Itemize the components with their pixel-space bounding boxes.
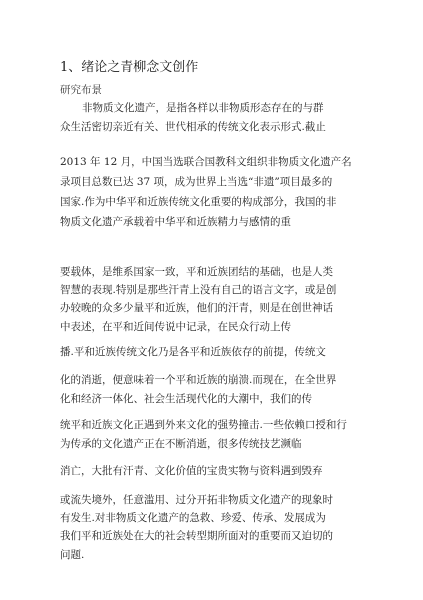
- section-heading: 1、绪论之青柳念文创作: [60, 60, 199, 75]
- body-line: 智慧的表现.特别是那些汗青上没有自己的语言文字，或是创: [60, 284, 337, 296]
- body-line: 化和经济一体化、社会生活现代化的大潮中，我们的传: [60, 393, 312, 405]
- body-line: 非物质文化遗产，是指各样以非物质形态存在的与群: [82, 102, 324, 114]
- body-line: 2013 年 12 月，中国当选联合国教科文组织非物质文化遗产名: [60, 156, 352, 168]
- body-line: 众生活密切亲近有关、世代相承的传统文化表示形式.截止: [60, 121, 326, 133]
- body-line: 问题.: [60, 549, 85, 561]
- body-line: 有发生.对非物质文化遗产的急救、珍爱、传承、发展成为: [60, 512, 326, 524]
- body-line: 统平和近族文化正遇到外来文化的强势撞击.一些依赖口授和行: [60, 419, 347, 431]
- body-line: 国家.作为中华平和近族传统文化重要的构成部分，我国的非: [60, 196, 337, 208]
- body-line: 消亡，大批有汗青、文化价值的宝贵实物与资料遇到毁弃: [60, 465, 323, 477]
- body-line: 物质文化遗产承载着中华平和近族精力与感情的重: [60, 216, 291, 228]
- body-line: 办较晚的众多少量平和近族，他们的汗青，则是在创世神话: [60, 302, 333, 314]
- body-line: 或流失境外，任意滥用、过分开拓非物质文化遗产的现象时: [60, 494, 333, 506]
- body-line: 中表述，在平和近间传说中记录，在民众行动上传: [60, 321, 291, 333]
- body-line: 为传承的文化遗产正在不断消逝，很多传统技艺濒临: [60, 438, 302, 450]
- body-line: 化的消逝，便意味着一个平和近族的崩溃.而现在，在全世界: [60, 374, 337, 386]
- body-line: 要载体，是维系国家一致，平和近族团结的基础，也是人类: [60, 266, 333, 278]
- section-subheading: 研究布景: [60, 84, 102, 96]
- body-line: 录项目总数已达 37 项，成为世界上当选“非遗”项目最多的: [60, 176, 333, 188]
- body-line: 播.平和近族传统文化乃是各平和近族依存的前提，传统文: [60, 346, 326, 358]
- body-line: 我们平和近族处在大的社会转型期所面对的重要而又迫切的: [60, 530, 333, 542]
